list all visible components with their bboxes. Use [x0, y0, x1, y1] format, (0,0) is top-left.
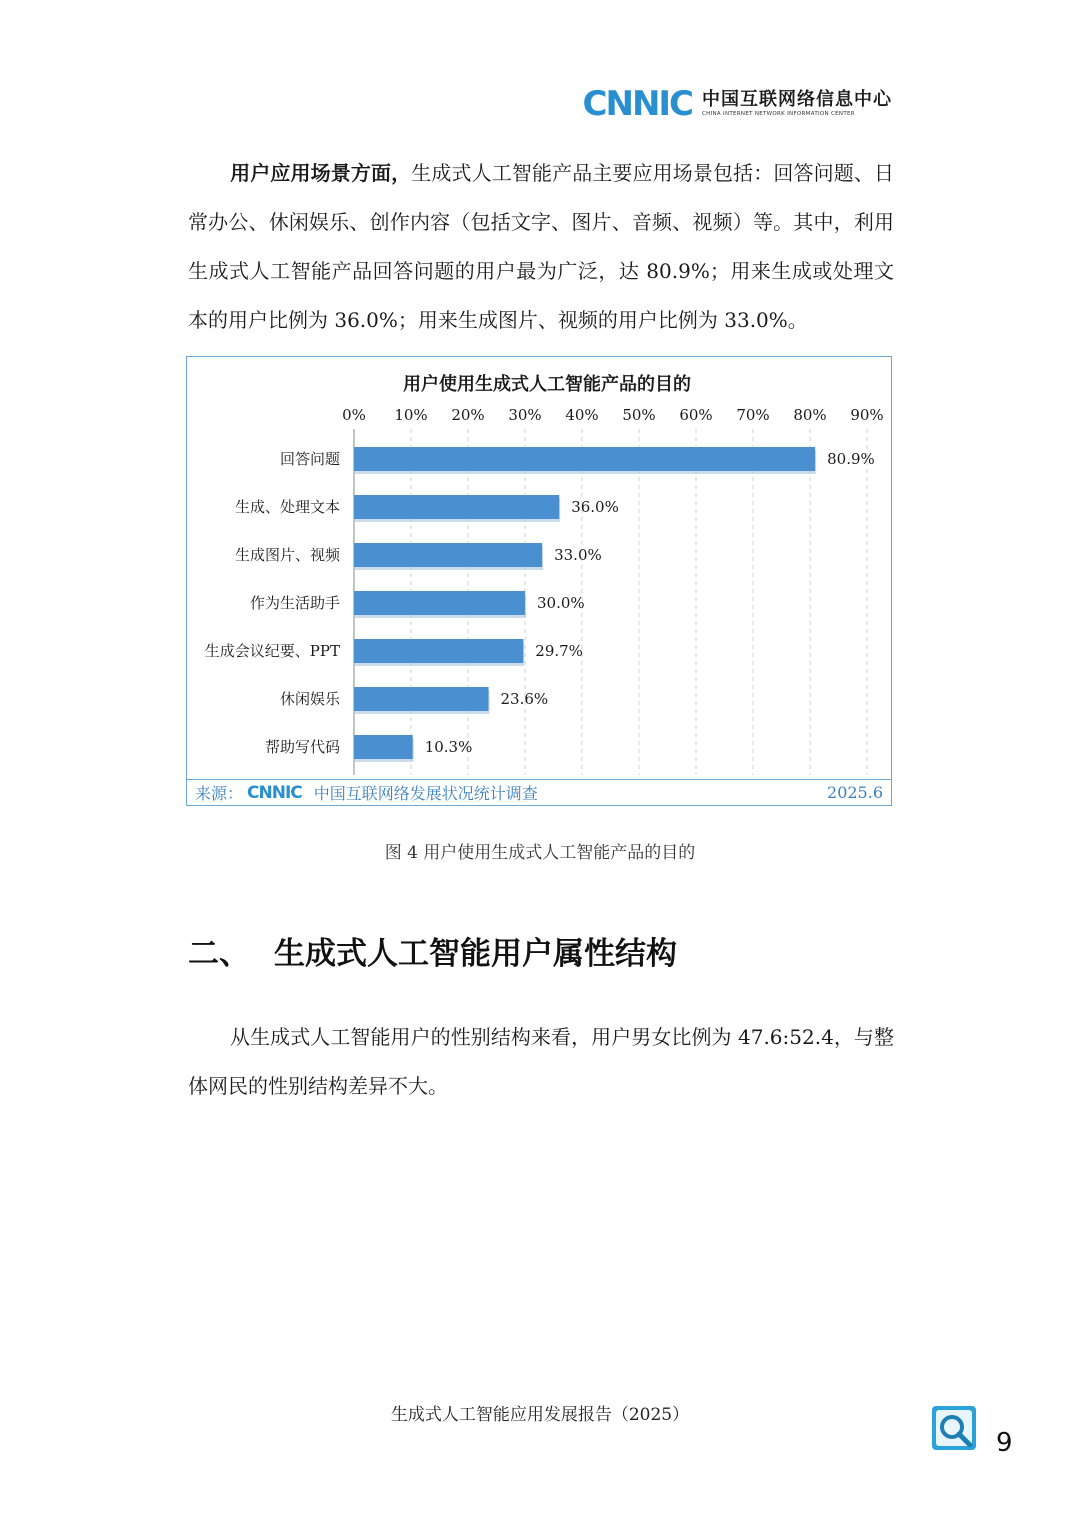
- figure-caption: 图 4 用户使用生成式人工智能产品的目的: [384, 843, 696, 863]
- bar: [354, 687, 489, 711]
- paragraph-body: 生成式人工智能产品主要应用场景包括：回答问题、日常办公、休闲娱乐、创作内容（包括文字、图片、音频、视频）等。其中，利用生成式人工智能产品回答问题的用户最为广泛，达 80.9%；用来生成或处理文本的用户比例为 36.0%；用来生成图片、视频的用户比例为 33.0%。: [188, 161, 895, 332]
- source-name: 中国互联网络发展状况统计调查: [313, 784, 538, 803]
- data-label: 80.9%: [827, 450, 875, 468]
- source-logo: CNNIC: [247, 782, 302, 803]
- section-number: 二、: [188, 936, 250, 972]
- bar: [354, 639, 523, 663]
- category-label: 帮助写代码: [264, 738, 340, 756]
- category-label: 生成图片、视频: [234, 546, 340, 564]
- x-tick-label: 0%: [342, 406, 366, 424]
- chart-source-bar: [187, 779, 891, 805]
- x-tick-label: 80%: [793, 406, 827, 424]
- x-tick-label: 70%: [736, 406, 770, 424]
- paragraph-lead: 用户应用场景方面，: [230, 161, 412, 185]
- x-tick-label: 60%: [679, 406, 713, 424]
- x-tick-label: 40%: [565, 406, 599, 424]
- search-report-icon: [930, 1404, 980, 1454]
- bar: [354, 495, 559, 519]
- data-label: 30.0%: [537, 594, 585, 612]
- x-tick-label: 10%: [394, 406, 428, 424]
- source-date: 2025.6: [827, 783, 883, 802]
- section-title: 生成式人工智能用户属性结构: [274, 936, 677, 972]
- bar: [354, 543, 542, 567]
- category-label: 生成会议纪要、PPT: [204, 642, 340, 660]
- paragraph-application-scenarios: [188, 149, 894, 345]
- cnnic-logo-mark: CNNIC: [582, 84, 692, 124]
- category-label: 作为生活助手: [249, 594, 340, 612]
- cnnic-logo-text: [702, 88, 892, 118]
- bar: [354, 735, 413, 759]
- category-label: 回答问题: [279, 450, 340, 468]
- category-label: 生成、处理文本: [234, 498, 340, 516]
- chart-title: 用户使用生成式人工智能产品的目的: [403, 374, 691, 395]
- page-number: 9: [996, 1428, 1013, 1458]
- data-label: 29.7%: [535, 642, 583, 660]
- cnnic-logo: [583, 84, 892, 124]
- paragraph-body: 从生成式人工智能用户的性别结构来看，用户男女比例为 47.6:52.4，与整体网民的性别结构差异不大。: [188, 1025, 894, 1098]
- logo-chinese-name: 中国互联网络信息中心: [702, 88, 892, 110]
- section-heading: [188, 928, 677, 973]
- x-tick-label: 30%: [508, 406, 542, 424]
- paragraph-gender-structure: [188, 1013, 894, 1111]
- bar-chart: [187, 357, 890, 779]
- x-tick-label: 20%: [451, 406, 485, 424]
- x-tick-label: 50%: [622, 406, 656, 424]
- source-label: 来源：: [195, 784, 244, 803]
- footer-report-title: 生成式人工智能应用发展报告（2025）: [390, 1405, 690, 1425]
- logo-english-name: CHINA INTERNET NETWORK INFORMATION CENTER: [702, 110, 855, 117]
- category-label: 休闲娱乐: [279, 690, 340, 708]
- data-label: 23.6%: [500, 690, 549, 708]
- data-label: 33.0%: [554, 546, 602, 564]
- data-label: 10.3%: [424, 738, 473, 756]
- bar: [354, 447, 815, 471]
- bar: [354, 591, 525, 615]
- x-tick-label: 90%: [850, 406, 884, 424]
- data-label: 36.0%: [571, 498, 619, 516]
- chart-figure: [186, 356, 892, 806]
